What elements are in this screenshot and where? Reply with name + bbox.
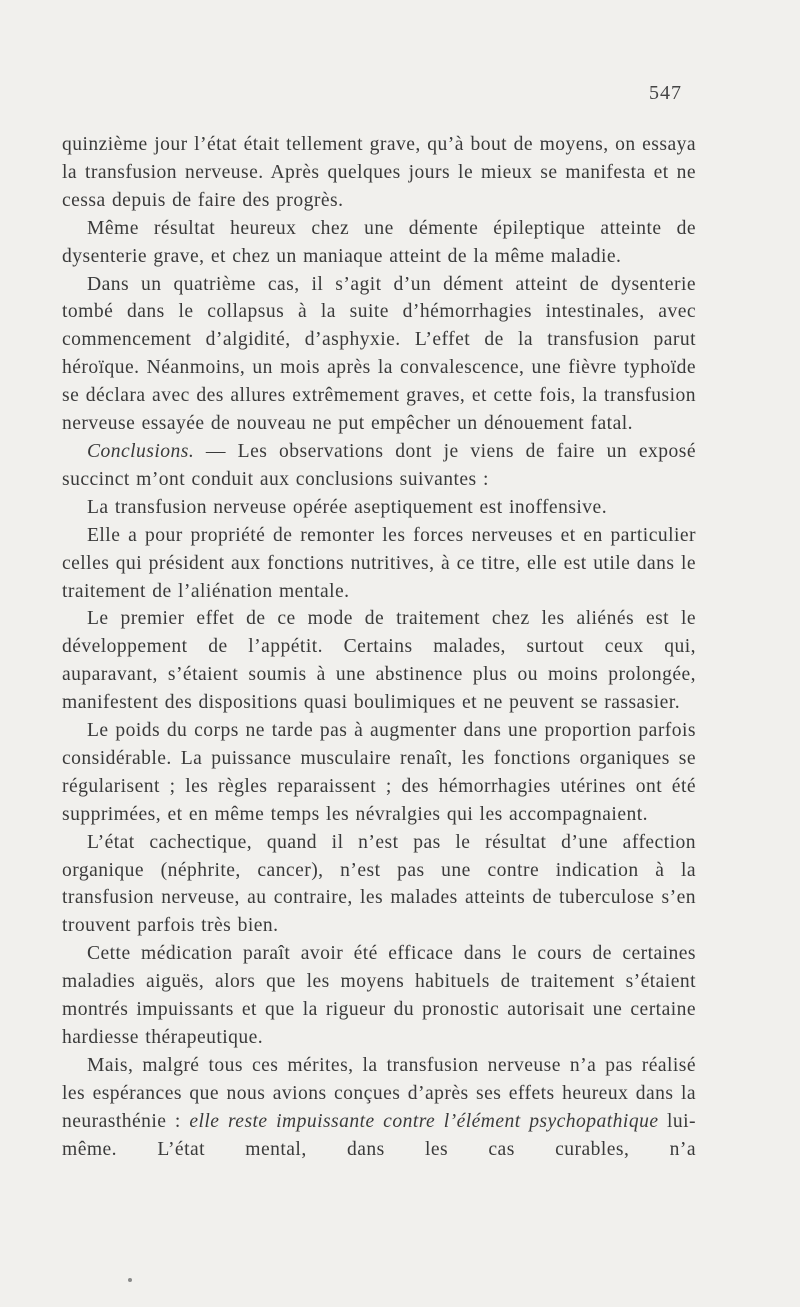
ink-speck [128, 1278, 132, 1282]
conclusions-heading: Conclusions. [87, 440, 195, 462]
paragraph-4 [62, 438, 696, 494]
paragraph-11-end: lui-même. L’état mental, dans les cas curables, n’a [62, 1110, 696, 1160]
page-number: 547 [649, 82, 682, 104]
paragraph-5: La transfusion nerveuse opérée aseptiquement est inoffensive. [87, 496, 608, 518]
paragraph-3: Dans un quatrième cas, il s’agit d’un dément atteint de dysenterie tombé dans le collapsus à la suite d’hémorrhagies intestinales, avec commencement d’algidité, d’asphyxie. L’effet de la transfusion parut héroïque. Néanmoins, un mois après la convalescence, une fièvre typhoïde se déclara avec des allures extrêmement graves, et cette fois, la transfusion nerveuse essayée de nouveau ne put empêcher un dénouement fatal. [62, 273, 696, 435]
paragraph-8: Le poids du corps ne tarde pas à augmenter dans une proportion parfois considérable. La puissance musculaire renaît, les fonctions organiques se régularisent ; les règles reparaissent ; des hémorrhagies utérines ont été supprimées, et en même temps les névralgies qui les accompagnaient. [62, 720, 696, 825]
body-text [62, 131, 696, 1164]
paragraph-2: Même résultat heureux chez une démente épileptique atteinte de dysenterie grave, et chez un maniaque atteint de la même maladie. [62, 217, 696, 267]
paragraph-4-text: — Les observations dont je viens de faire un exposé succinct m’ont conduit aux conclusions suivantes : [62, 440, 696, 490]
paragraph-1: quinzième jour l’état était tellement grave, qu’à bout de moyens, on essaya la transfusion nerveuse. Après quelques jours le mieux se manifesta et ne cessa depuis de faire des progrès. [62, 134, 696, 211]
paragraph-9: L’état cachectique, quand il n’est pas le résultat d’une affection organique (néphrite, cancer), n’est pas une contre indication à la transfusion nerveuse, au contraire, les malades atteints de tuberculose s’en trouvent parfois très bien. [62, 831, 696, 937]
paragraph-11-start: Mais, malgré tous ces mérites, la transfusion nerveuse n’a pas réalisé les espérances que nous avions conçues d’après ses effets heureux dans la neurasthénie : [62, 1054, 696, 1132]
paragraph-10: Cette médication paraît avoir été efficace dans le cours de certaines maladies aiguës, alors que les moyens habituels de traitement s’étaient montrés impuissants et que la rigueur du pronostic autorisait une certaine hardiesse thérapeutique. [62, 943, 696, 1048]
paragraph-6: Elle a pour propriété de remonter les forces nerveuses et en particulier celles qui président aux fonctions nutritives, à ce titre, elle est utile dans le traitement de l’aliénation mentale. [62, 524, 696, 602]
paragraph-7: Le premier effet de ce mode de traitement chez les aliénés est le développement de l’appétit. Certains malades, surtout ceux qui, auparavant, s’étaient soumis à une abstinence plus ou moins prolongée, manifestent des dispositions quasi boulimiques et ne peuvent se rassasier. [62, 608, 696, 714]
paragraph-11 [62, 1052, 696, 1164]
paragraph-11-emphasis: elle reste impuissante contre l’élément psychopathique [189, 1110, 659, 1132]
